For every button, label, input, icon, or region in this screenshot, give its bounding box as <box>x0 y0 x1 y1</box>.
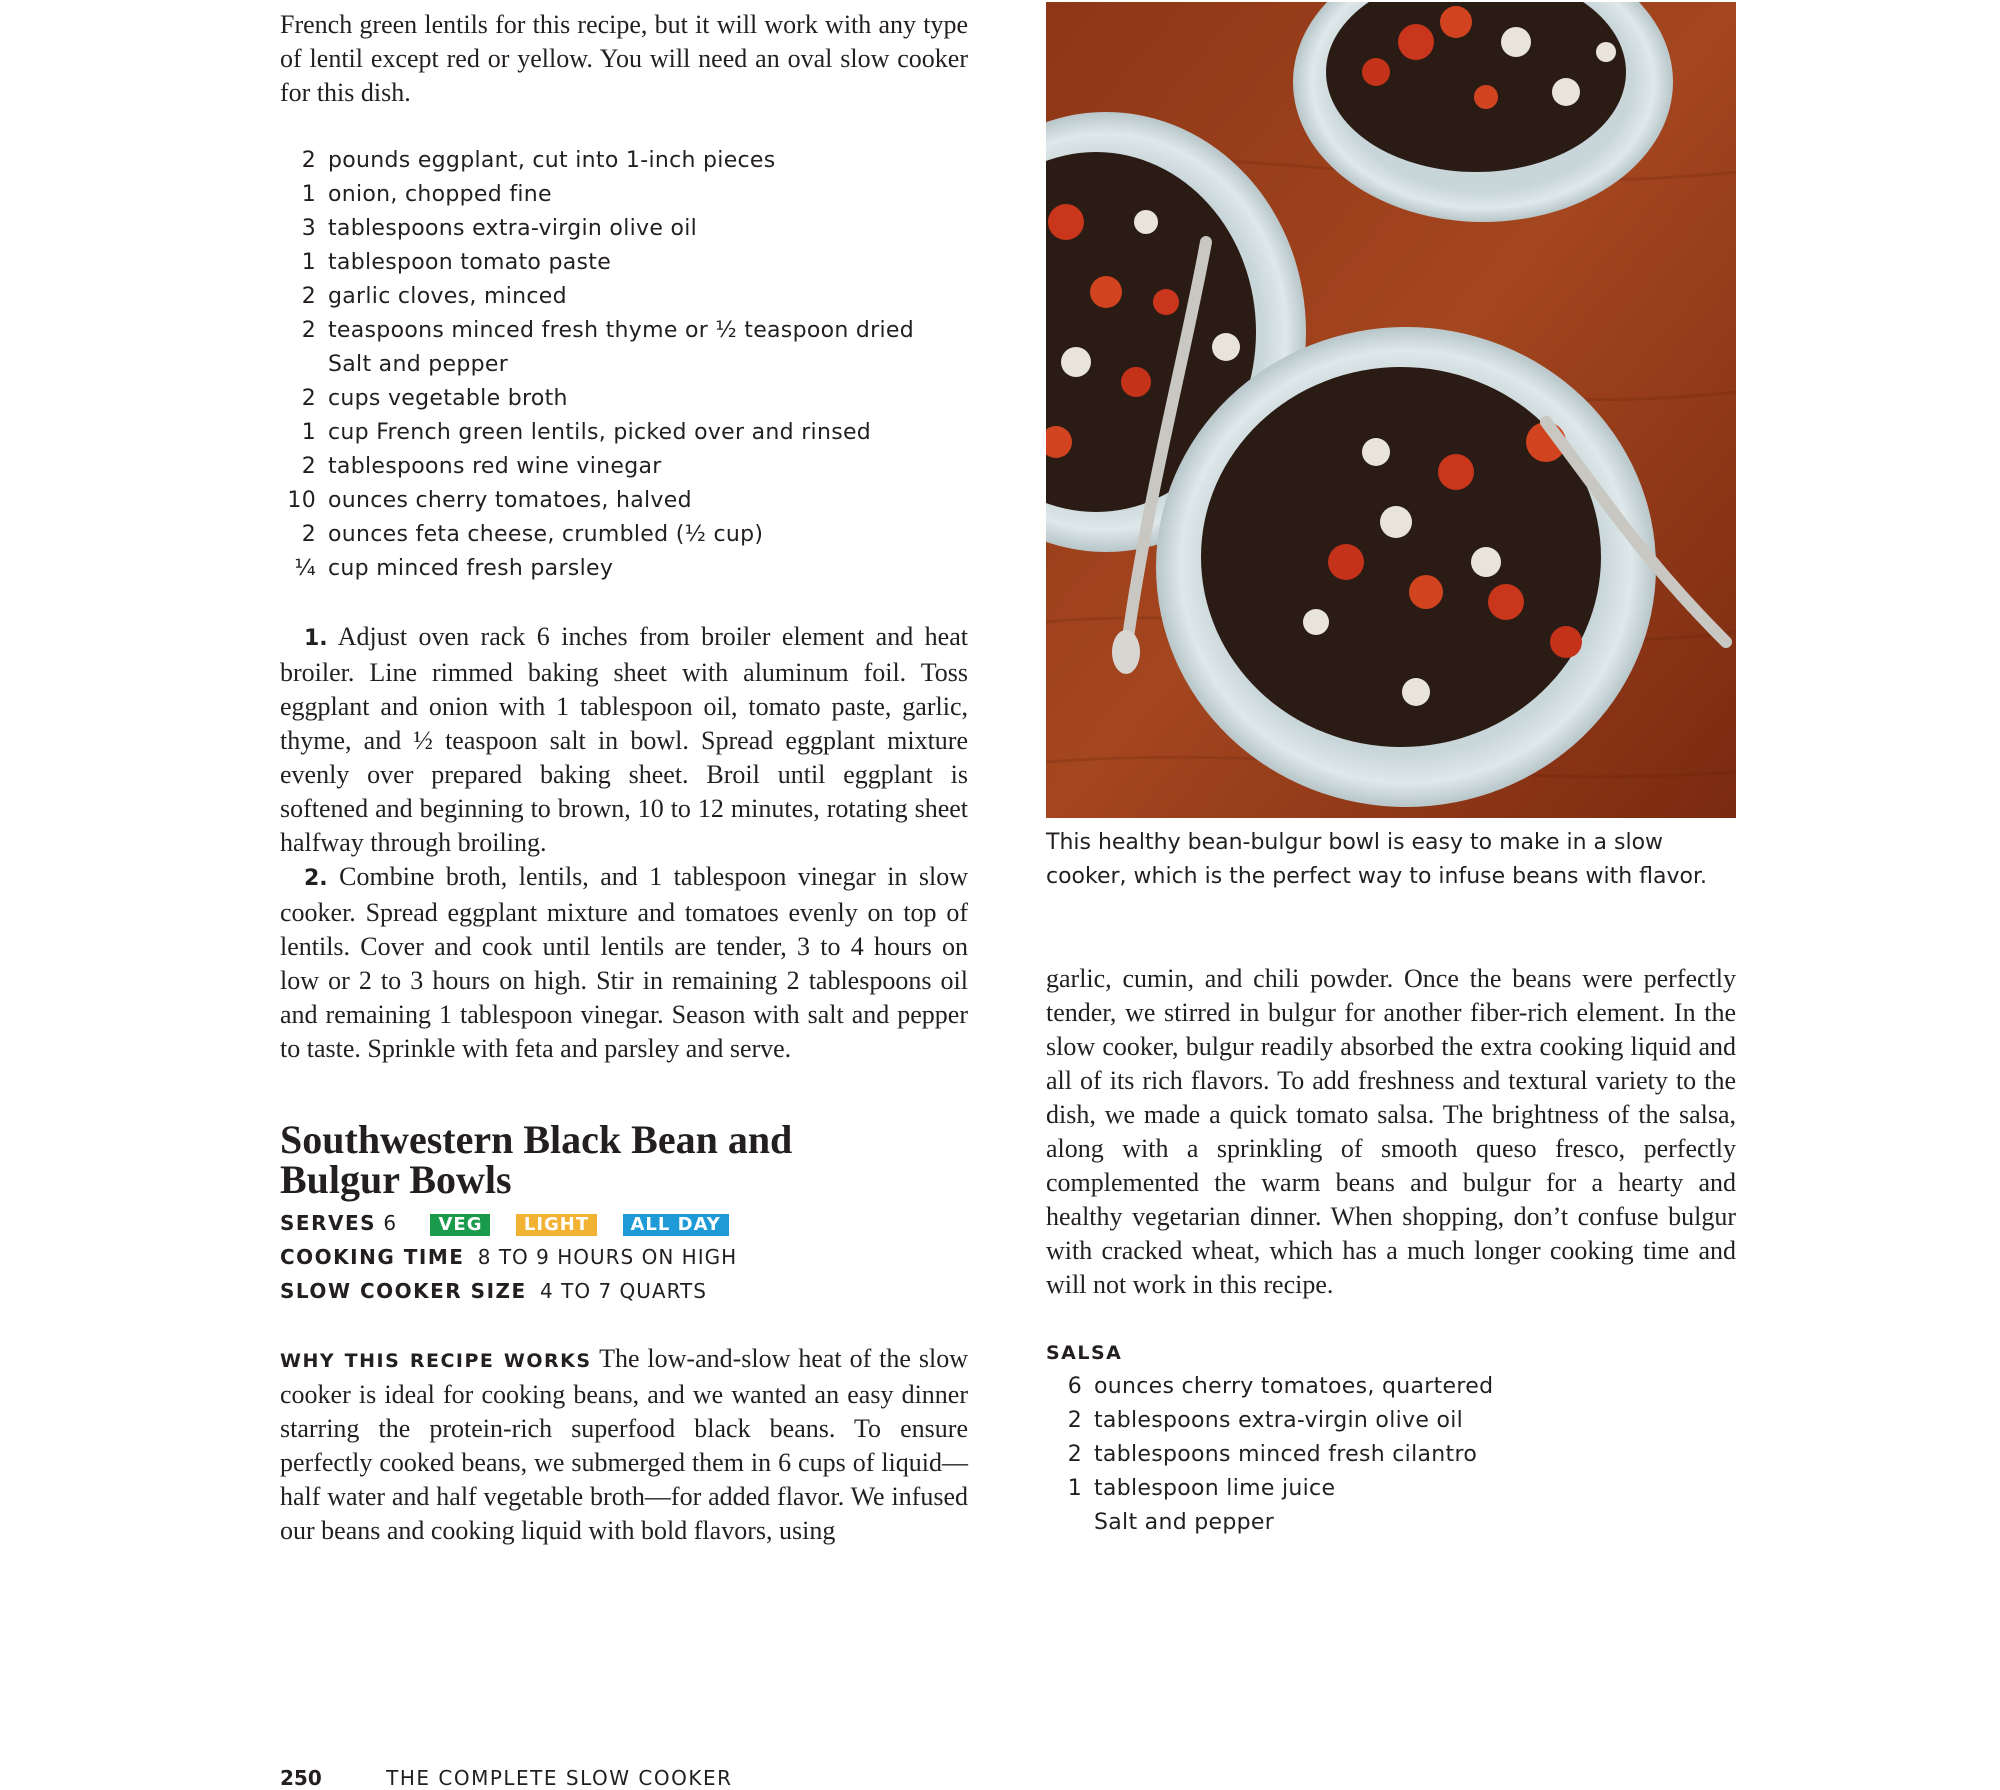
recipe-meta <box>280 1206 968 1308</box>
intro-paragraph <box>280 8 968 110</box>
ingredient-row: 2 cups vegetable broth <box>301 386 568 411</box>
step-text: Combine broth, lentils, and 1 tablespoon vinegar in slow cooker. Spread eggplant mixture and tomatoes evenly on top of lentils. Cover and cook until lentils are tender, 3 to 4 hours on low or 2 to 3 hours on high. Stir in remaining 2 tablespoons oil and remaining 1 tablespoon vinegar. Season with salt and pepper to taste. Sprinkle with feta and parsley and serve. <box>280 862 968 1063</box>
ingredient-row: 3 tablespoons extra-virgin olive oil <box>301 216 698 241</box>
step-text: Adjust oven rack 6 inches from broiler element and heat broiler. Line rimmed baking sheet with aluminum foil. Toss eggplant and onion with 1 tablespoon oil, tomato paste, garlic, thyme, and ½ teaspoon salt in bowl. Spread eggplant mixture evenly over prepared baking sheet. Broil until eggplant is softened and beginning to brown, 10 to 12 minutes, rotating sheet halfway through broiling. <box>280 622 968 857</box>
method-step <box>280 860 968 1066</box>
photo-caption: This healthy bean-bulgur bowl is easy to make in a slow cooker, which is the perfect way to infuse beans with flavor. <box>1046 830 1708 889</box>
book-title: THE COMPLETE SLOW COOKER <box>386 1766 733 1790</box>
ingredient-row: 2 pounds eggplant, cut into 1-inch pieces <box>301 148 776 173</box>
why-label: WHY THIS RECIPE WORKS <box>280 1350 592 1372</box>
cooking-time-label: COOKING TIME <box>280 1245 465 1269</box>
light-badge: LIGHT <box>516 1214 597 1236</box>
ingredient-list <box>280 144 968 586</box>
why-text-right: garlic, cumin, and chili powder. Once the beans were perfectly tender, we stirred in bulgur for another fiber-rich element. In the slow cooker, bulgur readily absorbed the extra cooking liquid and all of its rich flavors. To add freshness and textural variety to the dish, we made a quick tomato salsa. The brightness of the salsa, along with a sprinkling of smooth queso fresco, perfectly complemented the warm beans and bulgur for a hearty and healthy vegetarian dinner. When shopping, don’t confuse bulgur with cracked wheat, which has a much longer cooking time and will not work in this recipe. <box>1046 964 1736 1299</box>
step-number: 2. <box>304 866 328 891</box>
intro-text: French green lentils for this recipe, but it will work with any type of lentil except red or yellow. You will need an oval slow cooker for this dish. <box>280 10 968 107</box>
ingredient-row: 6 ounces cherry tomatoes, quartered <box>1067 1374 1494 1399</box>
ingredient-row: 2 tablespoons minced fresh cilantro <box>1067 1442 1478 1467</box>
recipe-photo <box>1046 2 1736 818</box>
ingredient-row: 2 tablespoons extra-virgin olive oil <box>1067 1408 1464 1433</box>
right-column-text <box>1046 962 1736 1540</box>
veg-badge: VEG <box>430 1214 490 1236</box>
ingredient-row: 2 garlic cloves, minced <box>301 284 567 309</box>
salsa-section <box>1046 1336 1736 1540</box>
ingredient-row: 1 onion, chopped fine <box>301 182 552 207</box>
serves-row <box>280 1206 968 1240</box>
salsa-heading: SALSA <box>1046 1342 1123 1364</box>
cooking-time-value: 8 TO 9 HOURS ON HIGH <box>477 1245 738 1269</box>
cooker-size-row <box>280 1274 968 1308</box>
ingredient-row: 2 ounces feta cheese, crumbled (½ cup) <box>301 522 764 547</box>
ingredient-row: 1 cup French green lentils, picked over and rinsed <box>301 420 872 445</box>
cooker-size-label: SLOW COOKER SIZE <box>280 1279 527 1303</box>
ingredient-row: 2 teaspoons minced fresh thyme or ½ teaspoon dried <box>301 318 915 343</box>
cooking-time-row <box>280 1240 968 1274</box>
ingredient-row: ¼ cup minced fresh parsley <box>294 556 614 581</box>
why-text-left: The low-and-slow heat of the slow cooker is ideal for cooking beans, and we wanted an easy dinner starring the protein-rich superfood black beans. To ensure perfectly cooked beans, we submerged them in 6 cups of liquid—half water and half vegetable broth—for added flavor. We infused our beans and cooking liquid with bold flavors, using <box>280 1344 968 1545</box>
salsa-ingredient-list <box>1046 1370 1736 1540</box>
method-step <box>280 620 968 860</box>
ingredient-row: 2 tablespoons red wine vinegar <box>301 454 662 479</box>
serves-label: SERVES <box>280 1211 377 1235</box>
ingredient-row: Salt and pepper <box>1094 1510 1275 1535</box>
all-day-badge: ALL DAY <box>623 1214 729 1236</box>
ingredient-row: 1 tablespoon lime juice <box>1067 1476 1336 1501</box>
why-continued <box>1046 962 1736 1302</box>
ingredient-row: 10 ounces cherry tomatoes, halved <box>287 488 692 513</box>
recipe-header <box>280 1117 968 1308</box>
bean-bulgur-bowls-photo <box>1046 2 1736 818</box>
method-steps <box>280 620 968 1066</box>
page-footer <box>280 1766 732 1790</box>
ingredient-row: 1 tablespoon tomato paste <box>301 250 612 275</box>
step-number: 1. <box>304 626 328 651</box>
left-column <box>280 8 968 1548</box>
cooker-size-value: 4 TO 7 QUARTS <box>540 1279 707 1303</box>
serves-value: 6 <box>383 1211 398 1235</box>
ingredient-row: Salt and pepper <box>328 352 509 377</box>
why-this-recipe-works <box>280 1342 968 1548</box>
page-number: 250 <box>280 1766 322 1790</box>
recipe-title: Southwestern Black Bean and Bulgur Bowls <box>280 1117 793 1202</box>
